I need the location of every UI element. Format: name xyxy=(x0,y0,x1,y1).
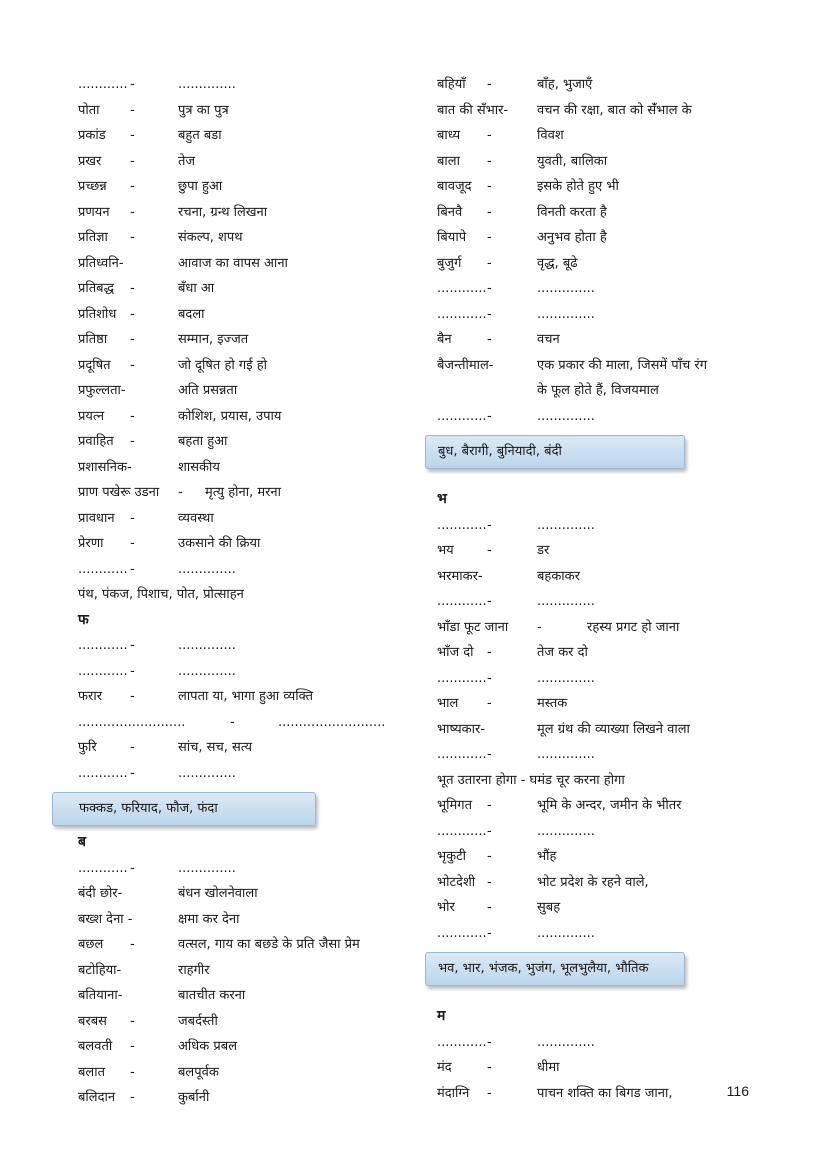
glossary-entry xyxy=(78,856,408,882)
entry-meaning: वृद्ध, बूढे xyxy=(537,255,578,271)
glossary-entry xyxy=(437,640,777,666)
entry-word: पोता xyxy=(78,102,100,118)
entry-meaning: धीमा xyxy=(537,1060,560,1075)
glossary-entry xyxy=(78,710,408,736)
entry-word: प्रणयन xyxy=(78,204,110,220)
glossary-entry xyxy=(78,353,408,379)
entry-meaning: बहता हुआ xyxy=(178,434,228,449)
text-line: भूत उतारना होगा - घमंड चूर करना होगा xyxy=(437,772,625,788)
glossary-entry xyxy=(437,615,777,641)
entry-dash: - xyxy=(130,561,135,577)
glossary-entry xyxy=(78,225,408,251)
entry-word: बलिदान xyxy=(78,1090,116,1105)
glossary-entry xyxy=(78,983,408,1009)
entry-meaning: आवाज का वापस आना xyxy=(178,255,288,271)
entry-dash: - xyxy=(230,714,235,730)
glossary-entry xyxy=(437,793,777,819)
word-list-box: बुध, बैरागी, बुनियादी, बंदी xyxy=(425,435,685,469)
entry-meaning: .............. xyxy=(178,561,236,577)
entry-dash: - xyxy=(487,408,492,424)
entry-word: प्रकांड xyxy=(78,128,106,143)
entry-dash: - xyxy=(487,332,492,347)
entry-meaning: शासकीय xyxy=(178,459,220,475)
entry-dash: - xyxy=(487,281,492,296)
glossary-entry xyxy=(78,1034,408,1060)
glossary-entry xyxy=(78,455,408,481)
entry-dash: - xyxy=(130,740,135,755)
entry-meaning: सांच, सच, सत्य xyxy=(178,740,253,755)
entry-meaning: के फूल होते हैं, विजयमाल xyxy=(537,383,659,398)
entry-word: बंदी छोर- xyxy=(78,886,123,901)
glossary-entry xyxy=(437,225,777,251)
letter-heading: भ xyxy=(437,491,447,507)
glossary-entry xyxy=(437,404,777,430)
entry-meaning: .............. xyxy=(178,860,236,876)
entry-word: बटोहिया- xyxy=(78,962,122,978)
glossary-entry xyxy=(437,1055,777,1081)
entry-meaning: बाँह, भुजाएँ xyxy=(537,77,593,92)
entry-word: प्राण पखेरू उडना xyxy=(78,485,160,500)
glossary-entry xyxy=(78,378,408,404)
glossary-entry xyxy=(78,123,408,149)
entry-word: ............ xyxy=(437,281,487,296)
glossary-entry xyxy=(437,589,777,615)
entry-word: भाष्यकार- xyxy=(437,721,486,737)
entry-word: बाला xyxy=(437,153,460,169)
entry-word: बख्श देना - xyxy=(78,911,133,927)
glossary-entry xyxy=(437,200,777,226)
entry-dash: - xyxy=(178,485,183,500)
entry-meaning: .............. xyxy=(178,638,236,653)
spacer xyxy=(437,990,777,1004)
entry-meaning: सम्मान, इज्जत xyxy=(178,332,249,347)
entry-meaning: बहुत बडा xyxy=(178,128,222,143)
entry-dash: - xyxy=(130,638,135,653)
glossary-entry xyxy=(78,1085,408,1111)
entry-meaning: वत्सल, गाय का बछडे के प्रति जैसा प्रेम xyxy=(178,937,360,952)
entry-dash: - xyxy=(130,1013,135,1029)
entry-dash: - xyxy=(487,517,492,533)
entry-dash: - xyxy=(487,849,492,864)
entry-meaning: पाचन शक्ति का बिगड जाना, xyxy=(537,1085,673,1101)
entry-word: बावजूद xyxy=(437,179,472,194)
glossary-entry xyxy=(78,98,408,124)
entry-word: ............ xyxy=(78,860,128,876)
entry-meaning: अनुभव होता है xyxy=(537,230,607,245)
entry-meaning: क्षमा कर देना xyxy=(178,911,240,927)
entry-dash: - xyxy=(487,670,492,686)
entry-meaning: .............. xyxy=(537,747,595,762)
entry-dash: - xyxy=(487,696,492,711)
entry-meaning: बलपूर्वक xyxy=(178,1064,219,1080)
entry-word: प्रशासनिक- xyxy=(78,459,132,475)
entry-meaning: बंधन खोलनेवाला xyxy=(178,886,258,901)
glossary-entry xyxy=(437,353,777,379)
entry-word: प्रदूषित xyxy=(78,357,111,373)
text-line: पंथ, पंकज, पिशाच, पोत, प्रोत्साहन xyxy=(78,587,244,602)
entry-meaning: वचन की रक्षा, बात को संँभाल के xyxy=(537,102,692,118)
entry-meaning: विवश xyxy=(537,128,564,143)
entry-word: भूमिगत xyxy=(437,798,473,813)
entry-dash: - xyxy=(487,77,492,92)
entry-word: भृकुटी xyxy=(437,849,467,864)
entry-dash: - xyxy=(130,153,135,169)
entry-word: बाध्य xyxy=(437,128,461,143)
entry-meaning: बातचीत करना xyxy=(178,988,246,1003)
word-list-box: भव, भार, भंजक, भुजंग, भूलभुलैया, भौतिक xyxy=(425,952,685,986)
entry-word: .......................... xyxy=(78,714,186,730)
entry-word: ............ xyxy=(78,77,128,92)
entry-dash: - xyxy=(130,102,135,118)
entry-word: फुरि xyxy=(78,740,97,755)
entry-word: ............ xyxy=(437,594,487,609)
entry-meaning: डर xyxy=(537,543,550,558)
glossary-entry xyxy=(437,149,777,175)
glossary-entry xyxy=(78,276,408,302)
entry-word: बियापे xyxy=(437,230,467,245)
entry-word: बछल xyxy=(78,937,104,952)
glossary-entry xyxy=(437,666,777,692)
entry-dash: - xyxy=(487,543,492,558)
entry-dash: - xyxy=(487,925,492,941)
entry-word: बैन xyxy=(437,332,452,347)
entry-dash: - xyxy=(487,306,492,322)
entry-word: प्रयत्न xyxy=(78,408,105,424)
entry-word: प्रच्छन्न xyxy=(78,179,107,194)
glossary-entry xyxy=(437,717,777,743)
entry-dash: - xyxy=(130,860,135,876)
entry-word: मंद xyxy=(437,1060,452,1075)
entry-dash: - xyxy=(537,619,542,635)
glossary-entry xyxy=(437,870,777,896)
glossary-entry xyxy=(78,684,408,710)
glossary-entry xyxy=(78,531,408,557)
entry-dash: - xyxy=(130,128,135,143)
glossary-entry xyxy=(78,557,408,583)
entry-dash: - xyxy=(130,179,135,194)
glossary-entry xyxy=(437,327,777,353)
entry-word: भोटदेशी xyxy=(437,874,476,890)
entry-dash: - xyxy=(130,1064,135,1080)
entry-meaning: मृत्यु होना, मरना xyxy=(205,485,282,500)
entry-dash: - xyxy=(130,281,135,296)
entry-meaning: अधिक प्रबल xyxy=(178,1039,238,1054)
glossary-entry xyxy=(78,1060,408,1086)
entry-word: बलवती xyxy=(78,1039,113,1054)
letter-heading: ब xyxy=(78,834,86,850)
entry-word: बलात xyxy=(78,1064,106,1080)
glossary-entry xyxy=(437,538,777,564)
entry-dash: - xyxy=(487,179,492,194)
entry-word: फरार xyxy=(78,689,103,704)
entry-meaning: मस्तक xyxy=(537,696,568,711)
glossary-entry xyxy=(78,480,408,506)
glossary-entry xyxy=(78,659,408,685)
entry-word: ............ xyxy=(437,1034,487,1050)
entry-meaning: भौंह xyxy=(537,849,557,864)
glossary-entry xyxy=(78,958,408,984)
entry-word: प्रेरणा xyxy=(78,536,104,551)
right-column xyxy=(437,72,777,1106)
glossary-entry xyxy=(437,819,777,845)
entry-word: ............ xyxy=(437,747,487,762)
entry-word: बिनवै xyxy=(437,204,463,220)
word-list-box: फक्कड, फरियाद, फौज, फंदा xyxy=(52,792,316,826)
left-column xyxy=(78,72,408,1111)
glossary-entry xyxy=(437,742,777,768)
glossary-entry xyxy=(437,844,777,870)
entry-word: भाँडा फूट जाना xyxy=(437,619,509,635)
entry-word: ............ xyxy=(78,638,128,653)
entry-dash: - xyxy=(130,408,135,424)
glossary-entry xyxy=(437,98,777,124)
entry-meaning: बदला xyxy=(178,306,205,322)
entry-word: ............ xyxy=(437,408,487,424)
entry-meaning: .............. xyxy=(537,925,595,941)
entry-word: प्रावधान xyxy=(78,510,115,526)
letter-heading: फ xyxy=(78,611,89,628)
entry-dash: - xyxy=(130,434,135,449)
entry-dash: - xyxy=(130,765,135,781)
entry-meaning: वचन xyxy=(537,332,560,347)
entry-meaning: .............. xyxy=(178,663,236,679)
entry-dash: - xyxy=(487,900,492,915)
entry-word: प्रतिज्ञा xyxy=(78,230,108,245)
entry-meaning: बहकाकर xyxy=(537,568,580,584)
entry-meaning: उकसाने की क्रिया xyxy=(178,536,261,551)
entry-meaning: .............. xyxy=(537,306,595,322)
entry-dash: - xyxy=(130,1039,135,1054)
entry-meaning: इसके होते हुए भी xyxy=(537,179,619,194)
entry-word: प्रतिबद्ध xyxy=(78,281,114,296)
entry-dash: - xyxy=(487,255,492,271)
entry-word: प्रवाहित xyxy=(78,434,114,449)
entry-dash: - xyxy=(487,798,492,813)
glossary-entry xyxy=(437,174,777,200)
entry-meaning: भूमि के अन्दर, जमीन के भीतर xyxy=(537,798,682,813)
entry-meaning: .............. xyxy=(537,281,595,296)
entry-meaning: बँधा आ xyxy=(178,281,215,296)
entry-meaning: संकल्प, शपथ xyxy=(178,230,243,245)
entry-word: बात की सँभार- xyxy=(437,102,509,118)
entry-meaning: छुपा हुआ xyxy=(178,179,223,194)
entry-meaning: .............. xyxy=(537,1034,595,1050)
entry-dash: - xyxy=(487,594,492,609)
entry-word: ............ xyxy=(437,670,487,686)
entry-meaning: सुबह xyxy=(537,900,561,915)
glossary-entry xyxy=(78,302,408,328)
entry-dash: - xyxy=(487,230,492,245)
entry-dash: - xyxy=(130,306,135,322)
glossary-entry-continuation xyxy=(437,378,777,404)
entry-dash: - xyxy=(130,1090,135,1105)
entry-meaning: जो दूषित हो गई हो xyxy=(178,357,267,373)
entry-word: बैजन्तीमाल- xyxy=(437,357,494,373)
entry-meaning: पुत्र का पुत्र xyxy=(178,102,229,118)
entry-dash: - xyxy=(487,153,492,169)
entry-meaning: .......................... xyxy=(278,714,386,730)
entry-meaning: .............. xyxy=(537,517,595,533)
entry-word: प्रतिशोध xyxy=(78,306,117,322)
entry-meaning: कुर्बानी xyxy=(178,1090,210,1105)
entry-meaning: .............. xyxy=(178,765,236,781)
entry-word: ............ xyxy=(78,765,128,781)
entry-word: ............ xyxy=(437,925,487,941)
entry-word: भाल xyxy=(437,696,459,711)
entry-meaning: अति प्रसन्नता xyxy=(178,383,238,398)
glossary-entry xyxy=(437,564,777,590)
glossary-entry xyxy=(437,895,777,921)
glossary-entry xyxy=(78,327,408,353)
entry-meaning: रहस्य प्रगट हो जाना xyxy=(587,619,680,635)
glossary-entry xyxy=(437,72,777,98)
entry-word: भाँज दो xyxy=(437,645,474,660)
entry-word: ............ xyxy=(437,517,487,533)
entry-meaning: युवती, बालिका xyxy=(537,153,608,169)
entry-dash: - xyxy=(487,823,492,839)
entry-word: ............ xyxy=(437,306,487,322)
glossary-entry xyxy=(437,513,777,539)
entry-dash: - xyxy=(130,937,135,952)
glossary-entry xyxy=(78,72,408,98)
glossary-entry xyxy=(78,174,408,200)
glossary-entry xyxy=(78,149,408,175)
entry-meaning: रचना, ग्रन्थ लिखना xyxy=(178,204,268,220)
entry-meaning: राहगीर xyxy=(178,962,210,978)
entry-word: बहियाँ xyxy=(437,77,466,92)
entry-dash: - xyxy=(130,332,135,347)
spacer xyxy=(437,473,777,487)
entry-meaning: तेज xyxy=(178,153,196,169)
entry-dash: - xyxy=(487,128,492,143)
entry-meaning: जबर्दस्ती xyxy=(178,1013,218,1029)
entry-meaning: .............. xyxy=(537,408,595,424)
entry-word: ............ xyxy=(437,823,487,839)
entry-word: बरबस xyxy=(78,1013,107,1029)
entry-dash: - xyxy=(487,747,492,762)
entry-meaning: एक प्रकार की माला, जिसमें पाँच रंग xyxy=(537,357,708,373)
entry-word: भरमाकर- xyxy=(437,568,483,584)
entry-dash: - xyxy=(487,1034,492,1050)
entry-dash: - xyxy=(130,663,135,679)
glossary-entry xyxy=(437,691,777,717)
entry-word: प्रफुल्लता- xyxy=(78,383,126,398)
entry-word: ............ xyxy=(78,561,128,577)
glossary-entry xyxy=(437,1030,777,1056)
page-number: 116 xyxy=(726,1083,749,1099)
glossary-entry xyxy=(78,200,408,226)
entry-dash: - xyxy=(130,357,135,373)
entry-meaning: कोशिश, प्रयास, उपाय xyxy=(178,408,282,424)
entry-meaning: लापता या, भागा हुआ व्यक्ति xyxy=(178,689,314,704)
entry-meaning: तेज कर दो xyxy=(537,645,588,660)
entry-meaning: विनती करता है xyxy=(537,204,607,220)
entry-dash: - xyxy=(130,204,135,220)
glossary-entry xyxy=(78,506,408,532)
glossary-entry xyxy=(437,276,777,302)
entry-word: भय xyxy=(437,543,454,558)
glossary-entry xyxy=(437,921,777,947)
glossary-entry xyxy=(78,761,408,787)
entry-meaning: .............. xyxy=(537,823,595,839)
entry-dash: - xyxy=(487,874,492,890)
glossary-entry xyxy=(78,633,408,659)
entry-dash: - xyxy=(130,77,135,92)
entry-word: प्रतिध्वनि- xyxy=(78,255,124,271)
entry-word: मंदाग्नि xyxy=(437,1085,470,1101)
glossary-entry xyxy=(78,907,408,933)
glossary-entry xyxy=(78,251,408,277)
entry-dash: - xyxy=(487,204,492,220)
entry-dash: - xyxy=(487,1085,492,1101)
glossary-entry xyxy=(78,404,408,430)
entry-meaning: .............. xyxy=(537,594,595,609)
entry-dash: - xyxy=(130,689,135,704)
entry-dash: - xyxy=(130,230,135,245)
entry-dash: - xyxy=(130,510,135,526)
glossary-entry xyxy=(437,251,777,277)
entry-word: बुजुर्ग xyxy=(437,255,462,271)
glossary-entry xyxy=(78,1009,408,1035)
entry-meaning: व्यवस्था xyxy=(178,510,214,526)
entry-dash: - xyxy=(487,1060,492,1075)
entry-word: प्रतिष्ठा xyxy=(78,332,108,347)
glossary-entry xyxy=(78,881,408,907)
glossary-entry xyxy=(78,735,408,761)
entry-meaning: .............. xyxy=(178,77,236,92)
entry-word: प्रखर xyxy=(78,153,102,169)
entry-dash: - xyxy=(487,645,492,660)
entry-meaning: भोट प्रदेश के रहने वाले, xyxy=(537,874,649,890)
entry-word: भोर xyxy=(437,900,455,915)
glossary-entry xyxy=(78,429,408,455)
entry-dash: - xyxy=(130,536,135,551)
entry-word: ............ xyxy=(78,663,128,679)
entry-meaning: मूल ग्रंथ की व्याख्या लिखने वाला xyxy=(537,721,690,737)
letter-heading: म xyxy=(437,1008,446,1024)
glossary-entry xyxy=(437,302,777,328)
entry-meaning: .............. xyxy=(537,670,595,686)
entry-word: बतियाना- xyxy=(78,988,123,1003)
glossary-entry xyxy=(78,932,408,958)
glossary-entry xyxy=(437,123,777,149)
